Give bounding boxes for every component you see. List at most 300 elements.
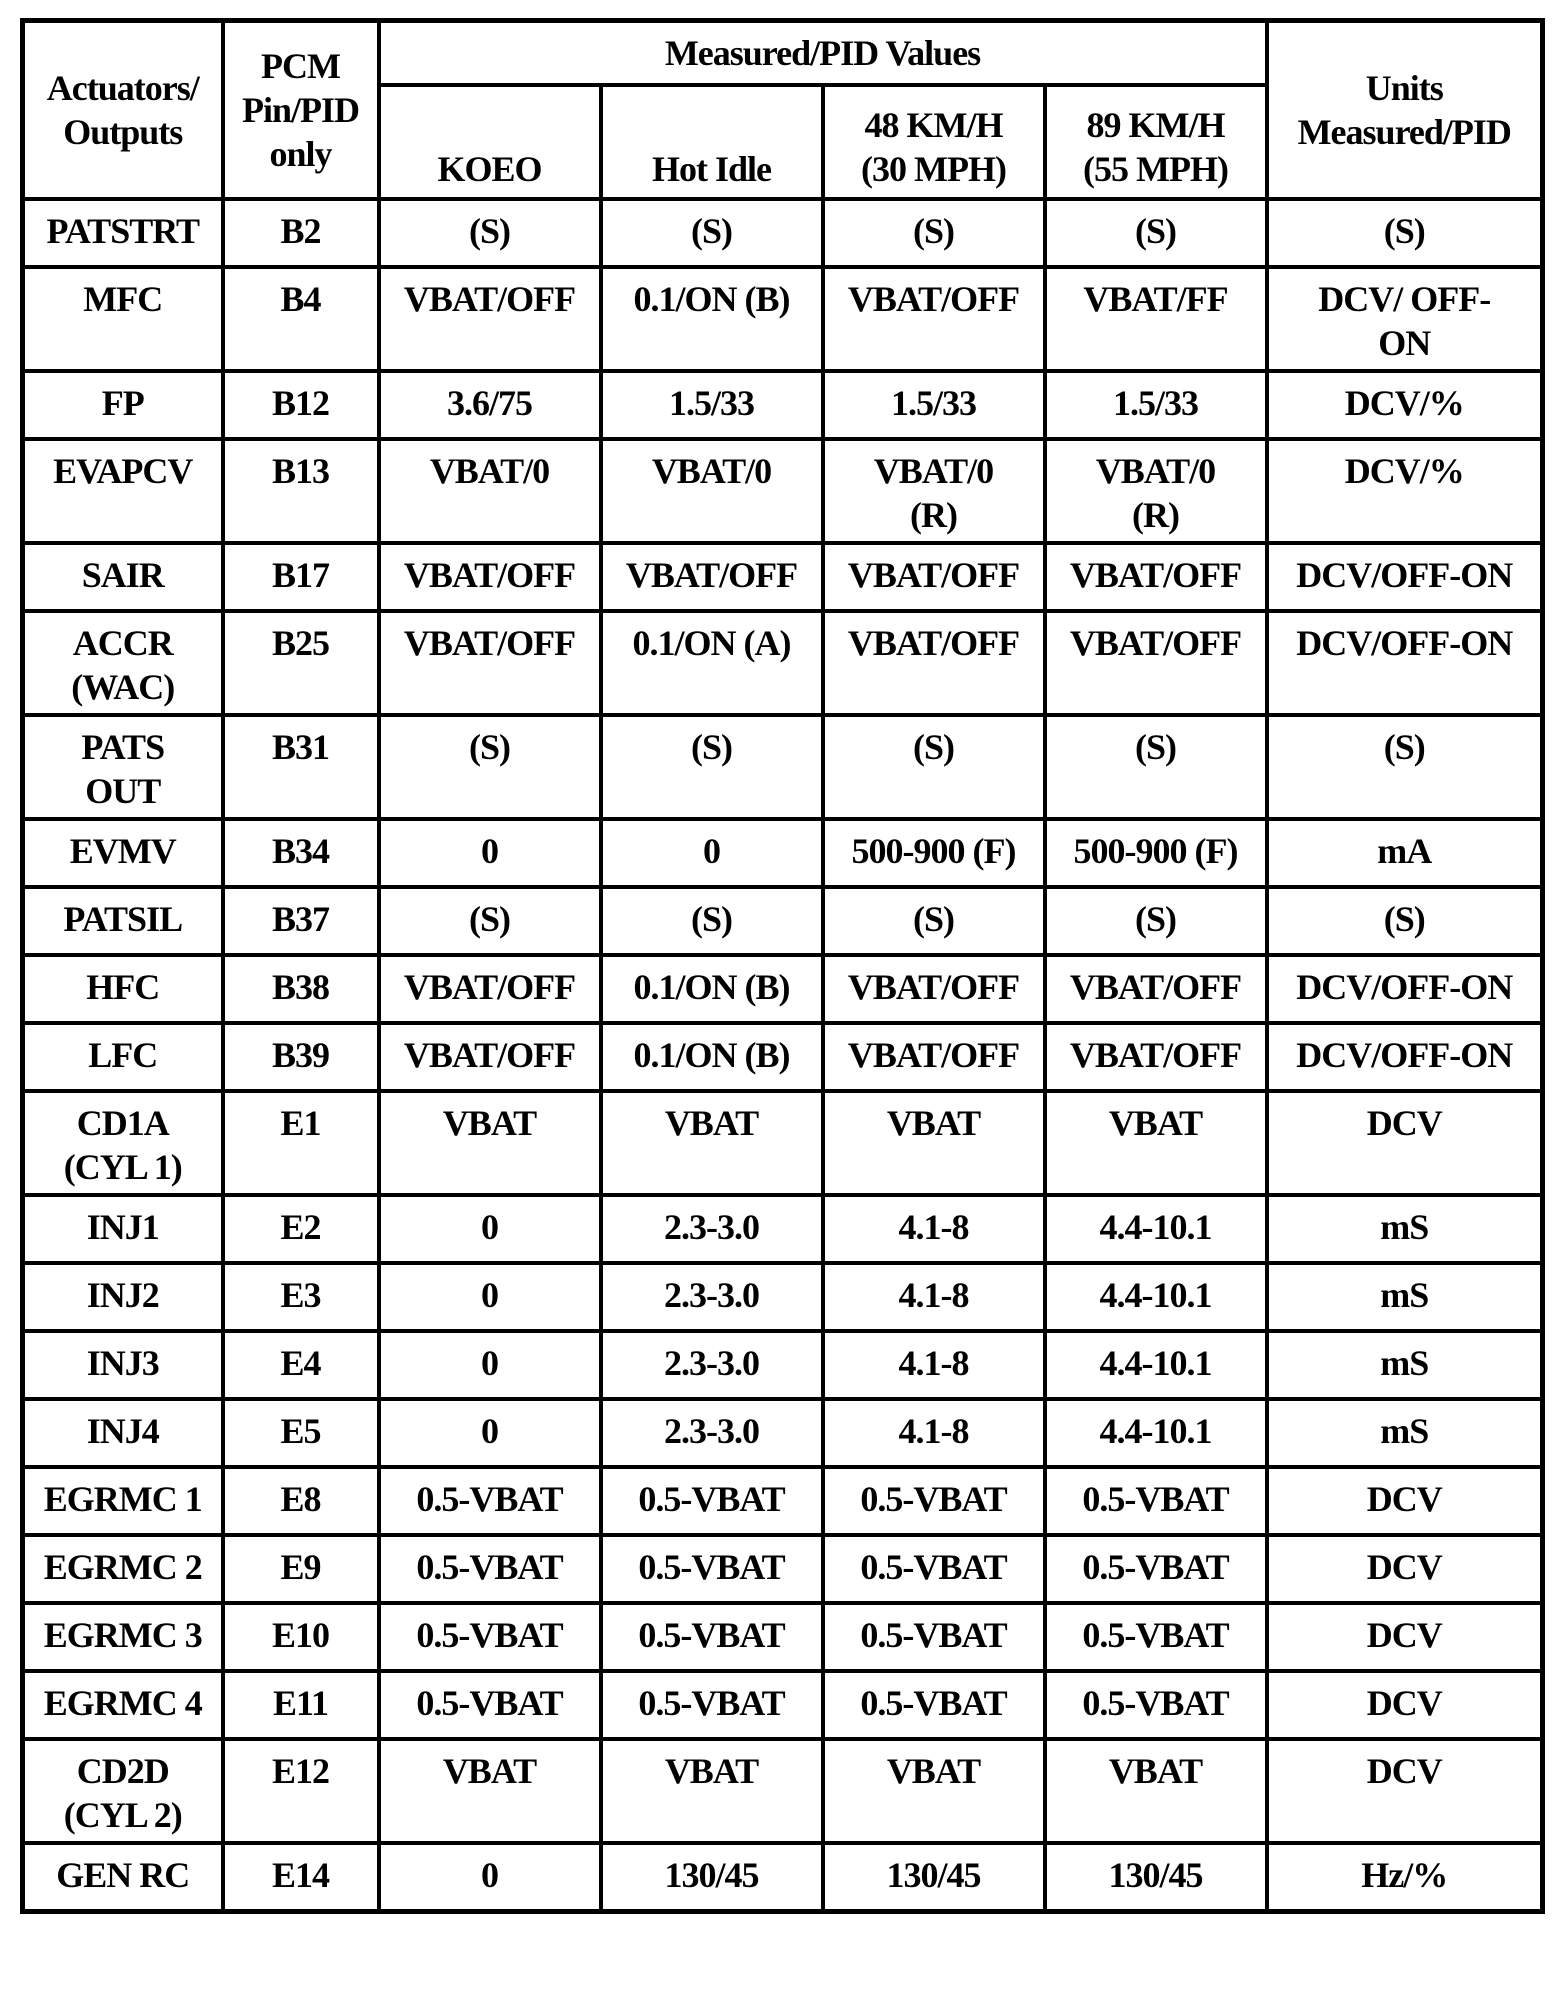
header-line: PCM xyxy=(261,46,340,86)
cell-koeo xyxy=(379,1263,601,1331)
cell-line: DCV/% xyxy=(1344,451,1464,491)
cell-line: VBAT xyxy=(664,1103,759,1143)
cell-koeo xyxy=(379,1603,601,1671)
cell-48-kmh xyxy=(823,1023,1045,1091)
cell-line: VBAT/FF xyxy=(1083,279,1228,319)
cell-actuator xyxy=(23,1671,223,1739)
cell-line: EVAPCV xyxy=(53,451,193,491)
cell-units xyxy=(1267,1195,1543,1263)
table-row xyxy=(23,1399,1543,1467)
cell-actuator xyxy=(23,887,223,955)
cell-line: DCV/OFF-ON xyxy=(1296,555,1513,595)
cell-units xyxy=(1267,715,1543,819)
cell-actuator xyxy=(23,1331,223,1399)
cell-line: INJ1 xyxy=(86,1207,159,1247)
cell-actuator xyxy=(23,1399,223,1467)
cell-line: mS xyxy=(1380,1275,1429,1315)
cell-line: 2.3-3.0 xyxy=(664,1343,759,1383)
cell-line: DCV xyxy=(1366,1683,1442,1723)
cell-koeo xyxy=(379,1671,601,1739)
header-48-kmh xyxy=(823,85,1045,199)
cell-line: 4.1-8 xyxy=(898,1343,969,1383)
cell-line: INJ2 xyxy=(86,1275,159,1315)
cell-line: CD1A xyxy=(76,1103,169,1143)
cell-koeo xyxy=(379,955,601,1023)
cell-89-kmh xyxy=(1045,715,1267,819)
cell-units xyxy=(1267,1739,1543,1843)
cell-line: VBAT xyxy=(442,1103,537,1143)
header-line: Outputs xyxy=(63,112,183,152)
cell-pin: B31 xyxy=(223,715,379,819)
cell-hot-idle xyxy=(601,955,823,1023)
cell-line: 0.5-VBAT xyxy=(860,1547,1007,1587)
cell-line: 0.5-VBAT xyxy=(638,1683,785,1723)
header-line: 89 KM/H xyxy=(1086,105,1225,145)
cell-units xyxy=(1267,819,1543,887)
table-row xyxy=(23,1603,1543,1671)
cell-line: (R) xyxy=(910,495,957,535)
cell-koeo xyxy=(379,371,601,439)
cell-line: EGRMC 4 xyxy=(43,1683,202,1723)
cell-89-kmh xyxy=(1045,1195,1267,1263)
cell-units xyxy=(1267,1023,1543,1091)
cell-line: mS xyxy=(1380,1411,1429,1451)
cell-line: 3.6/75 xyxy=(446,383,532,423)
cell-line: 0 xyxy=(481,1343,498,1383)
cell-line: 0.5-VBAT xyxy=(860,1683,1007,1723)
cell-line: mS xyxy=(1380,1207,1429,1247)
cell-89-kmh xyxy=(1045,543,1267,611)
cell-pin: B38 xyxy=(223,955,379,1023)
cell-koeo xyxy=(379,1843,601,1912)
cell-pin: E5 xyxy=(223,1399,379,1467)
header-line: Pin/PID xyxy=(241,90,359,130)
cell-89-kmh xyxy=(1045,1671,1267,1739)
cell-line: DCV/OFF-ON xyxy=(1296,967,1513,1007)
cell-units xyxy=(1267,1399,1543,1467)
table-header xyxy=(23,21,1543,200)
cell-line: DCV/OFF-ON xyxy=(1296,1035,1513,1075)
table-row xyxy=(23,1535,1543,1603)
cell-89-kmh xyxy=(1045,439,1267,543)
cell-actuator xyxy=(23,543,223,611)
cell-line: (S) xyxy=(913,727,954,767)
cell-line: (S) xyxy=(469,727,510,767)
cell-koeo xyxy=(379,1399,601,1467)
cell-line: VBAT/0 xyxy=(873,451,994,491)
cell-hot-idle xyxy=(601,543,823,611)
cell-hot-idle xyxy=(601,1739,823,1843)
cell-hot-idle xyxy=(601,1399,823,1467)
cell-line: 0.5-VBAT xyxy=(1082,1479,1229,1519)
cell-line: 0.5-VBAT xyxy=(638,1479,785,1519)
cell-pin: E14 xyxy=(223,1843,379,1912)
cell-hot-idle xyxy=(601,1843,823,1912)
table-row xyxy=(23,199,1543,267)
cell-line: VBAT/OFF xyxy=(403,1035,576,1075)
cell-hot-idle xyxy=(601,1603,823,1671)
table-row xyxy=(23,1671,1543,1739)
cell-line: 130/45 xyxy=(886,1855,981,1895)
table-row xyxy=(23,267,1543,371)
header-hot-idle: Hot Idle xyxy=(601,85,823,199)
cell-pin: B39 xyxy=(223,1023,379,1091)
cell-line: (CYL 2) xyxy=(63,1795,182,1835)
cell-line: 0.5-VBAT xyxy=(1082,1547,1229,1587)
cell-koeo xyxy=(379,819,601,887)
cell-48-kmh xyxy=(823,715,1045,819)
cell-line: 1.5/33 xyxy=(890,383,976,423)
cell-actuator xyxy=(23,1091,223,1195)
cell-actuator xyxy=(23,1195,223,1263)
cell-pin: E10 xyxy=(223,1603,379,1671)
cell-89-kmh xyxy=(1045,611,1267,715)
cell-line: DCV xyxy=(1366,1751,1442,1791)
cell-line: mA xyxy=(1377,831,1432,871)
cell-48-kmh xyxy=(823,543,1045,611)
table-row xyxy=(23,887,1543,955)
cell-line: CD2D xyxy=(76,1751,169,1791)
pid-values-table-wrapper xyxy=(20,18,1540,1914)
pid-values-table xyxy=(20,18,1545,1914)
cell-line: 1.5/33 xyxy=(1112,383,1198,423)
cell-line: 0.1/ON (B) xyxy=(633,279,790,319)
cell-pin: E3 xyxy=(223,1263,379,1331)
cell-units xyxy=(1267,543,1543,611)
cell-pin: E2 xyxy=(223,1195,379,1263)
cell-hot-idle xyxy=(601,1535,823,1603)
cell-pin: B2 xyxy=(223,199,379,267)
cell-hot-idle xyxy=(601,887,823,955)
cell-pin: E4 xyxy=(223,1331,379,1399)
cell-line: DCV xyxy=(1366,1103,1442,1143)
table-row xyxy=(23,1843,1543,1912)
cell-line: VBAT xyxy=(1108,1751,1203,1791)
cell-line: DCV xyxy=(1366,1615,1442,1655)
cell-line: VBAT/OFF xyxy=(847,279,1020,319)
cell-pin: E1 xyxy=(223,1091,379,1195)
cell-line: 1.5/33 xyxy=(668,383,754,423)
cell-line: (S) xyxy=(691,899,732,939)
cell-units xyxy=(1267,1331,1543,1399)
cell-line: VBAT/OFF xyxy=(625,555,798,595)
cell-89-kmh xyxy=(1045,199,1267,267)
table-row xyxy=(23,371,1543,439)
cell-line: 4.1-8 xyxy=(898,1275,969,1315)
table-row xyxy=(23,611,1543,715)
cell-line: FP xyxy=(101,383,144,423)
cell-hot-idle xyxy=(601,715,823,819)
cell-actuator xyxy=(23,267,223,371)
cell-actuator xyxy=(23,955,223,1023)
cell-line: (S) xyxy=(1135,727,1176,767)
cell-line: VBAT/OFF xyxy=(1069,1035,1242,1075)
cell-koeo xyxy=(379,267,601,371)
cell-48-kmh xyxy=(823,1843,1045,1912)
cell-units xyxy=(1267,611,1543,715)
cell-koeo xyxy=(379,543,601,611)
cell-hot-idle xyxy=(601,1331,823,1399)
cell-line: VBAT/OFF xyxy=(403,555,576,595)
cell-48-kmh xyxy=(823,819,1045,887)
cell-hot-idle xyxy=(601,1467,823,1535)
cell-48-kmh xyxy=(823,1467,1045,1535)
cell-hot-idle xyxy=(601,1671,823,1739)
cell-actuator xyxy=(23,611,223,715)
cell-koeo xyxy=(379,1739,601,1843)
cell-actuator xyxy=(23,819,223,887)
cell-89-kmh xyxy=(1045,1739,1267,1843)
cell-koeo xyxy=(379,1467,601,1535)
cell-48-kmh xyxy=(823,1535,1045,1603)
cell-89-kmh xyxy=(1045,1603,1267,1671)
cell-pin: B25 xyxy=(223,611,379,715)
cell-units xyxy=(1267,439,1543,543)
cell-actuator xyxy=(23,439,223,543)
cell-line: 130/45 xyxy=(664,1855,759,1895)
cell-units xyxy=(1267,371,1543,439)
cell-line: (S) xyxy=(469,211,510,251)
cell-line: EGRMC 3 xyxy=(43,1615,202,1655)
cell-48-kmh xyxy=(823,611,1045,715)
cell-line: 0.5-VBAT xyxy=(1082,1615,1229,1655)
cell-hot-idle xyxy=(601,1263,823,1331)
cell-hot-idle xyxy=(601,819,823,887)
cell-line: (R) xyxy=(1132,495,1179,535)
cell-line: VBAT/0 xyxy=(1095,451,1216,491)
cell-89-kmh xyxy=(1045,1023,1267,1091)
cell-line: EGRMC 1 xyxy=(43,1479,202,1519)
cell-48-kmh xyxy=(823,1603,1045,1671)
table-row xyxy=(23,1739,1543,1843)
cell-line: VBAT xyxy=(1108,1103,1203,1143)
cell-line: DCV/% xyxy=(1344,383,1464,423)
cell-48-kmh xyxy=(823,1671,1045,1739)
cell-hot-idle xyxy=(601,371,823,439)
cell-89-kmh xyxy=(1045,1331,1267,1399)
cell-koeo xyxy=(379,1023,601,1091)
table-row xyxy=(23,1467,1543,1535)
cell-line: 500-900 (F) xyxy=(1073,831,1238,871)
cell-units xyxy=(1267,1263,1543,1331)
cell-units xyxy=(1267,955,1543,1023)
cell-hot-idle xyxy=(601,611,823,715)
table-row xyxy=(23,1091,1543,1195)
header-line: Units xyxy=(1365,68,1443,108)
cell-89-kmh xyxy=(1045,267,1267,371)
cell-line: INJ3 xyxy=(86,1343,159,1383)
cell-koeo xyxy=(379,715,601,819)
cell-units xyxy=(1267,1091,1543,1195)
cell-line: MFC xyxy=(83,279,163,319)
cell-line: PATS xyxy=(81,727,165,767)
cell-line: VBAT xyxy=(442,1751,537,1791)
cell-line: 2.3-3.0 xyxy=(664,1411,759,1451)
cell-line: 500-900 (F) xyxy=(851,831,1016,871)
cell-pin: E9 xyxy=(223,1535,379,1603)
cell-89-kmh xyxy=(1045,955,1267,1023)
cell-line: 0.5-VBAT xyxy=(860,1479,1007,1519)
header-89-kmh xyxy=(1045,85,1267,199)
cell-units xyxy=(1267,199,1543,267)
table-row xyxy=(23,955,1543,1023)
header-units xyxy=(1267,21,1543,200)
cell-line: VBAT xyxy=(664,1751,759,1791)
cell-48-kmh xyxy=(823,439,1045,543)
cell-actuator xyxy=(23,1467,223,1535)
cell-koeo xyxy=(379,1091,601,1195)
cell-line: VBAT xyxy=(886,1103,981,1143)
cell-koeo xyxy=(379,439,601,543)
cell-line: 0.5-VBAT xyxy=(1082,1683,1229,1723)
cell-line: VBAT/OFF xyxy=(403,623,576,663)
cell-line: SAIR xyxy=(81,555,164,595)
cell-line: GEN RC xyxy=(56,1855,190,1895)
table-row xyxy=(23,1023,1543,1091)
cell-line: 0.5-VBAT xyxy=(416,1547,563,1587)
cell-line: DCV xyxy=(1366,1479,1442,1519)
cell-line: 0.5-VBAT xyxy=(638,1615,785,1655)
cell-line: 4.4-10.1 xyxy=(1099,1207,1212,1247)
cell-line: PATSTRT xyxy=(46,211,199,251)
cell-line: INJ4 xyxy=(86,1411,159,1451)
cell-line: VBAT/OFF xyxy=(847,623,1020,663)
cell-pin: B4 xyxy=(223,267,379,371)
header-line: Measured/PID xyxy=(1297,112,1511,152)
cell-line: PATSIL xyxy=(63,899,183,939)
cell-line: VBAT xyxy=(886,1751,981,1791)
cell-line: (S) xyxy=(691,727,732,767)
cell-89-kmh xyxy=(1045,1467,1267,1535)
cell-line: 0 xyxy=(703,831,720,871)
cell-pin: B37 xyxy=(223,887,379,955)
cell-line: VBAT/OFF xyxy=(847,555,1020,595)
cell-line: HFC xyxy=(86,967,160,1007)
cell-hot-idle xyxy=(601,439,823,543)
header-line: only xyxy=(269,134,332,174)
cell-89-kmh xyxy=(1045,1843,1267,1912)
cell-48-kmh xyxy=(823,267,1045,371)
cell-48-kmh xyxy=(823,955,1045,1023)
cell-line: VBAT/OFF xyxy=(847,1035,1020,1075)
cell-actuator xyxy=(23,1843,223,1912)
table-row xyxy=(23,543,1543,611)
cell-line: VBAT/0 xyxy=(651,451,772,491)
cell-hot-idle xyxy=(601,199,823,267)
cell-89-kmh xyxy=(1045,1399,1267,1467)
cell-units xyxy=(1267,887,1543,955)
cell-48-kmh xyxy=(823,1263,1045,1331)
cell-48-kmh xyxy=(823,1091,1045,1195)
cell-line: VBAT/OFF xyxy=(1069,555,1242,595)
cell-line: DCV/OFF-ON xyxy=(1296,623,1513,663)
cell-line: 130/45 xyxy=(1108,1855,1203,1895)
cell-line: 4.1-8 xyxy=(898,1411,969,1451)
cell-koeo xyxy=(379,887,601,955)
table-row xyxy=(23,439,1543,543)
cell-48-kmh xyxy=(823,1195,1045,1263)
cell-line: OUT xyxy=(85,771,161,811)
cell-pin: B34 xyxy=(223,819,379,887)
cell-line: (S) xyxy=(1383,211,1425,251)
cell-89-kmh xyxy=(1045,1535,1267,1603)
cell-89-kmh xyxy=(1045,887,1267,955)
cell-line: 0.1/ON (B) xyxy=(633,967,790,1007)
cell-line: (S) xyxy=(1135,211,1176,251)
table-row xyxy=(23,1195,1543,1263)
cell-koeo xyxy=(379,1331,601,1399)
cell-pin: B17 xyxy=(223,543,379,611)
header-pcm-pin xyxy=(223,21,379,200)
cell-pin: E8 xyxy=(223,1467,379,1535)
cell-hot-idle xyxy=(601,267,823,371)
cell-line: VBAT/OFF xyxy=(1069,623,1242,663)
cell-units xyxy=(1267,1603,1543,1671)
table-row xyxy=(23,1331,1543,1399)
cell-48-kmh xyxy=(823,1739,1045,1843)
cell-89-kmh xyxy=(1045,1263,1267,1331)
cell-line: ACCR xyxy=(72,623,173,663)
cell-line: mS xyxy=(1380,1343,1429,1383)
cell-line: VBAT/OFF xyxy=(403,279,576,319)
cell-units xyxy=(1267,267,1543,371)
cell-line: VBAT/OFF xyxy=(403,967,576,1007)
cell-line: (WAC) xyxy=(71,667,175,707)
cell-line: 0.5-VBAT xyxy=(416,1615,563,1655)
cell-line: DCV/ OFF- xyxy=(1318,279,1491,319)
cell-koeo xyxy=(379,199,601,267)
cell-pin: B12 xyxy=(223,371,379,439)
cell-line: LFC xyxy=(88,1035,158,1075)
cell-hot-idle xyxy=(601,1195,823,1263)
cell-line: VBAT/OFF xyxy=(1069,967,1242,1007)
table-row xyxy=(23,1263,1543,1331)
cell-line: (S) xyxy=(913,211,954,251)
cell-line: Hz/% xyxy=(1361,1855,1448,1895)
header-koeo: KOEO xyxy=(379,85,601,199)
cell-line: ON xyxy=(1378,323,1431,363)
cell-units xyxy=(1267,1671,1543,1739)
cell-line: 2.3-3.0 xyxy=(664,1207,759,1247)
cell-line: (S) xyxy=(1383,727,1425,767)
cell-line: (CYL 1) xyxy=(63,1147,182,1187)
cell-units xyxy=(1267,1535,1543,1603)
cell-89-kmh xyxy=(1045,371,1267,439)
cell-line: 0 xyxy=(481,1855,498,1895)
cell-line: 0.5-VBAT xyxy=(416,1479,563,1519)
cell-line: 0.1/ON (A) xyxy=(632,623,791,663)
cell-koeo xyxy=(379,1195,601,1263)
cell-line: 0 xyxy=(481,1411,498,1451)
cell-pin: B13 xyxy=(223,439,379,543)
cell-line: (S) xyxy=(1383,899,1425,939)
cell-actuator xyxy=(23,1535,223,1603)
cell-units xyxy=(1267,1467,1543,1535)
table-row xyxy=(23,819,1543,887)
cell-line: 2.3-3.0 xyxy=(664,1275,759,1315)
cell-line: 4.4-10.1 xyxy=(1099,1275,1212,1315)
cell-48-kmh xyxy=(823,371,1045,439)
cell-actuator xyxy=(23,715,223,819)
cell-line: DCV xyxy=(1366,1547,1442,1587)
header-line: (55 MPH) xyxy=(1083,149,1228,189)
cell-line: EVMV xyxy=(69,831,176,871)
cell-48-kmh xyxy=(823,887,1045,955)
cell-pin: E11 xyxy=(223,1671,379,1739)
cell-line: 4.4-10.1 xyxy=(1099,1343,1212,1383)
cell-line: (S) xyxy=(1135,899,1176,939)
cell-koeo xyxy=(379,611,601,715)
